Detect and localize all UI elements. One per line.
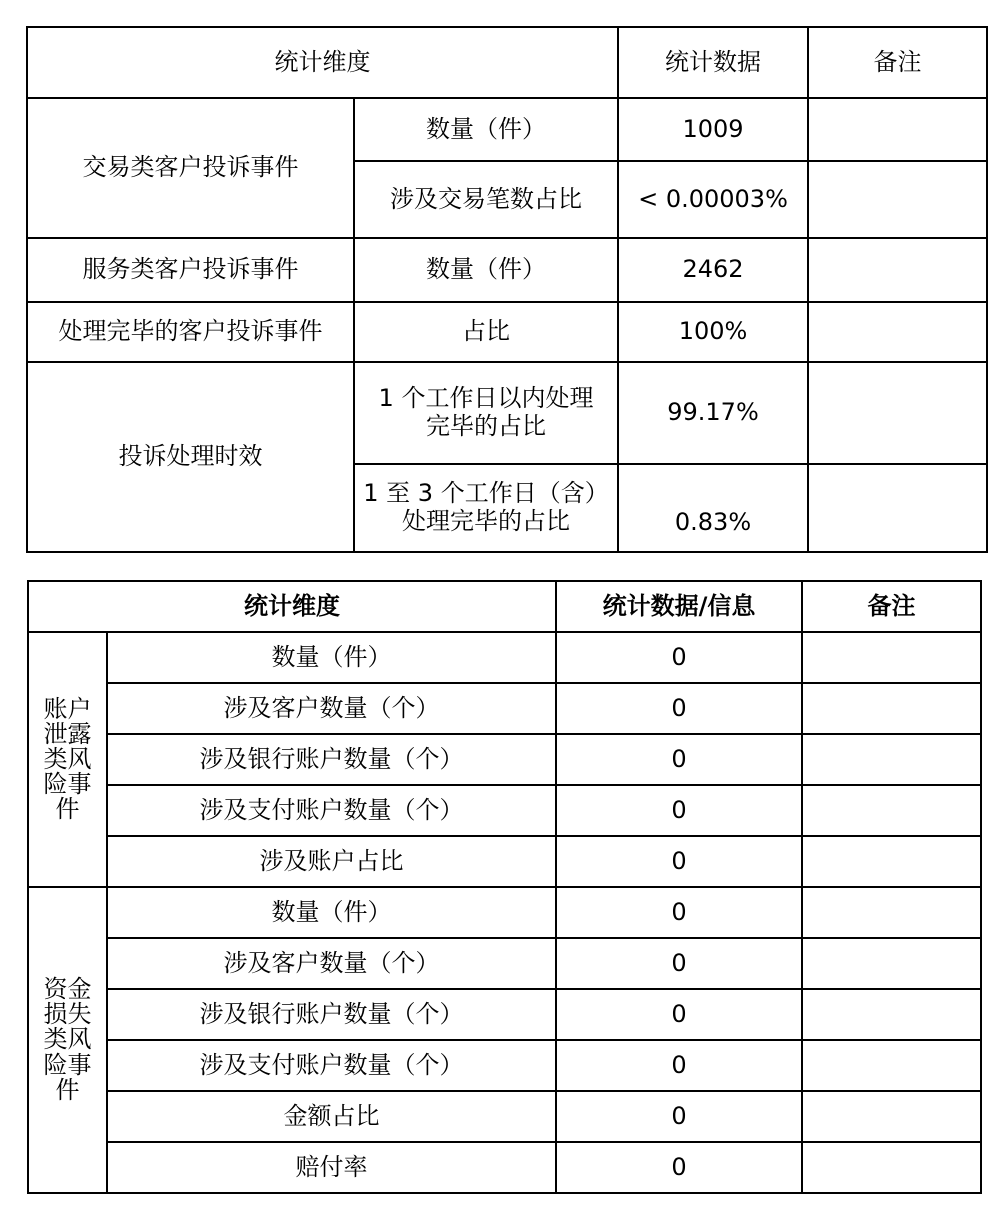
remark-cell <box>808 98 987 161</box>
row-label: 涉及银行账户数量（个） <box>107 989 556 1040</box>
handled-ratio-value: 100% <box>618 302 808 362</box>
row-label: 涉及账户占比 <box>107 836 556 887</box>
row-label: 涉及银行账户数量（个） <box>107 734 556 785</box>
table-row <box>27 98 987 161</box>
row-label: 数量（件） <box>107 632 556 683</box>
trade-count-value: 1009 <box>618 98 808 161</box>
handled-ratio-label: 占比 <box>354 302 618 362</box>
table-row <box>28 1091 981 1142</box>
within3-value: 0.83% <box>618 464 808 552</box>
account-leak-group <box>28 632 981 887</box>
row-label: 数量（件） <box>107 887 556 938</box>
table-row <box>27 362 987 464</box>
header-dimension: 统计维度 <box>28 581 556 632</box>
risk-event-stats-table <box>27 580 982 1194</box>
timeliness-label: 投诉处理时效 <box>27 362 354 552</box>
row-value: 0 <box>556 989 802 1040</box>
table-row <box>28 938 981 989</box>
table-row <box>28 1040 981 1091</box>
service-count-value: 2462 <box>618 238 808 302</box>
row-label: 赔付率 <box>107 1142 556 1193</box>
row-value: 0 <box>556 632 802 683</box>
header-remark: 备注 <box>808 27 987 98</box>
header-data: 统计数据/信息 <box>556 581 802 632</box>
trade-ratio-label: 涉及交易笔数占比 <box>354 161 618 238</box>
table-row <box>28 632 981 683</box>
service-count-label: 数量（件） <box>354 238 618 302</box>
table-row <box>28 836 981 887</box>
remark-cell <box>802 1040 981 1091</box>
row-value: 0 <box>556 938 802 989</box>
leak-group-label: 账户 泄露 类风 险事 件 <box>28 632 107 887</box>
complaint-stats-table <box>26 26 988 553</box>
remark-cell <box>808 464 987 552</box>
table-row <box>28 785 981 836</box>
remark-cell <box>802 632 981 683</box>
table-row <box>28 734 981 785</box>
trade-ratio-value: < 0.00003% <box>618 161 808 238</box>
header-remark: 备注 <box>802 581 981 632</box>
service-complaints-label: 服务类客户投诉事件 <box>27 238 354 302</box>
remark-cell <box>802 683 981 734</box>
table-header-row <box>27 27 987 98</box>
row-value: 0 <box>556 785 802 836</box>
fund-loss-group <box>28 887 981 1193</box>
row-value: 0 <box>556 1142 802 1193</box>
table-row <box>27 238 987 302</box>
within1-label: 1 个工作日以内处理 完毕的占比 <box>354 362 618 464</box>
handled-complaints-label: 处理完毕的客户投诉事件 <box>27 302 354 362</box>
header-dimension: 统计维度 <box>27 27 618 98</box>
remark-cell <box>808 302 987 362</box>
remark-cell <box>808 161 987 238</box>
table-row <box>28 1142 981 1193</box>
row-value: 0 <box>556 734 802 785</box>
loss-group-label: 资金 损失 类风 险事 件 <box>28 887 107 1193</box>
row-label: 涉及支付账户数量（个） <box>107 785 556 836</box>
row-label: 涉及客户数量（个） <box>107 683 556 734</box>
remark-cell <box>808 362 987 464</box>
table-row <box>28 887 981 938</box>
table-row <box>28 683 981 734</box>
table-row <box>28 989 981 1040</box>
row-label: 涉及支付账户数量（个） <box>107 1040 556 1091</box>
table-header-row <box>28 581 981 632</box>
table-row <box>27 302 987 362</box>
row-value: 0 <box>556 683 802 734</box>
row-label: 金额占比 <box>107 1091 556 1142</box>
row-value: 0 <box>556 1091 802 1142</box>
remark-cell <box>802 734 981 785</box>
header-data: 统计数据 <box>618 27 808 98</box>
remark-cell <box>802 785 981 836</box>
row-value: 0 <box>556 887 802 938</box>
remark-cell <box>802 989 981 1040</box>
row-value: 0 <box>556 1040 802 1091</box>
remark-cell <box>802 1091 981 1142</box>
within1-value: 99.17% <box>618 362 808 464</box>
remark-cell <box>802 836 981 887</box>
remark-cell <box>802 938 981 989</box>
remark-cell <box>802 1142 981 1193</box>
row-label: 涉及客户数量（个） <box>107 938 556 989</box>
remark-cell <box>808 238 987 302</box>
trade-complaints-label: 交易类客户投诉事件 <box>27 98 354 238</box>
within3-label: 1 至 3 个工作日（含） 处理完毕的占比 <box>354 464 618 552</box>
remark-cell <box>802 887 981 938</box>
row-value: 0 <box>556 836 802 887</box>
trade-count-label: 数量（件） <box>354 98 618 161</box>
